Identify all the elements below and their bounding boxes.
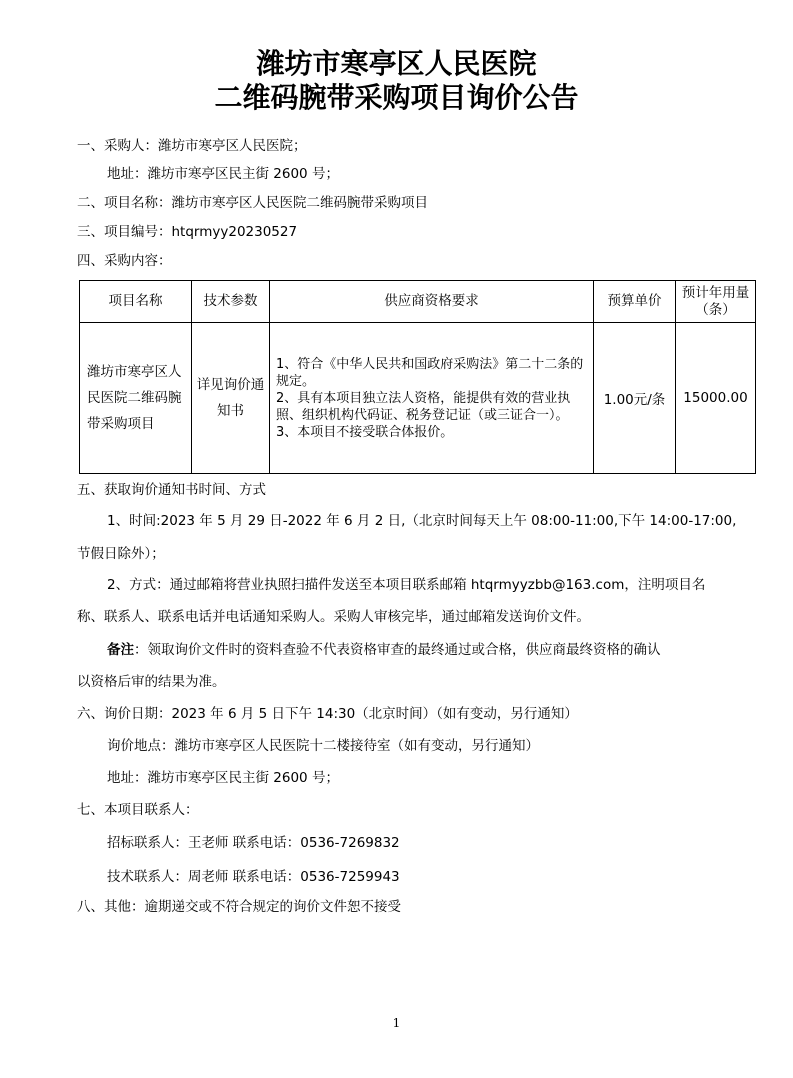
section-project-code: 三、项目编号：htqrmyy20230527 bbox=[77, 224, 298, 240]
section-purchaser: 一、采购人：潍坊市寒亭区人民医院； bbox=[77, 138, 307, 154]
req-item-1: 1、符合《中华人民共和国政府采购法》第二十二条的规定。 bbox=[276, 356, 584, 389]
doc-title-line1: 潍坊市寒亭区人民医院 bbox=[256, 47, 537, 80]
obtain-time-line2: 节假日除外）； bbox=[77, 546, 165, 562]
section-inquiry-date: 六、询价日期：2023 年 6 月 5 日下午 14:30（北京时间）（如有变动，另行通知） bbox=[77, 706, 578, 722]
page-number: 1 bbox=[392, 1016, 401, 1030]
section-content: 四、采购内容： bbox=[77, 253, 172, 269]
cell-annual-qty: 15000.00 bbox=[676, 323, 756, 474]
obtain-time-line1: 1、时间:2023 年 5 月 29 日-2022 年 6 月 2 日,（北京时间每天上午 08:00-11:00,下午 14:00-17:00, bbox=[107, 513, 737, 529]
note-line2: 以资格后审的结果为准。 bbox=[77, 674, 226, 690]
bid-contact: 招标联系人：王老师 联系电话：0536-7269832 bbox=[107, 835, 400, 851]
section-obtain-notice: 五、获取询价通知书时间、方式 bbox=[77, 482, 266, 498]
cell-tech-params: 详见询价通知书 bbox=[192, 323, 270, 474]
table-header-row bbox=[80, 281, 756, 323]
doc-title-line2: 二维码腕带采购项目询价公告 bbox=[214, 81, 579, 114]
req-item-2: 2、具有本项目独立法人资格，能提供有效的营业执照、组织机构代码证、税务登记证（或三证合一）。 bbox=[276, 390, 571, 423]
cell-supplier-req bbox=[270, 323, 594, 474]
procurement-table bbox=[79, 280, 756, 474]
req-item-3: 3、本项目不接受联合体报价。 bbox=[276, 424, 454, 440]
header-budget-price: 预算单价 bbox=[594, 281, 676, 323]
purchaser-address: 地址：潍坊市寒亭区民主街 2600 号； bbox=[107, 166, 339, 182]
table-row bbox=[80, 323, 756, 474]
header-annual-qty: 预计年用量（条） bbox=[676, 281, 756, 323]
obtain-method-line2: 称、联系人、联系电话并电话通知采购人。采购人审核完毕，通过邮箱发送询价文件。 bbox=[77, 609, 590, 625]
note-line1 bbox=[107, 641, 661, 659]
section-contacts: 七、本项目联系人： bbox=[77, 802, 199, 818]
cell-budget-price: 1.00元/条 bbox=[594, 323, 676, 474]
inquiry-address: 地址：潍坊市寒亭区民主街 2600 号； bbox=[107, 770, 339, 786]
section-other: 八、其他：逾期递交或不符合规定的询价文件恕不接受 bbox=[77, 899, 401, 915]
inquiry-place: 询价地点：潍坊市寒亭区人民医院十二楼接待室（如有变动，另行通知） bbox=[107, 738, 539, 754]
note-text: ：领取询价文件时的资料查验不代表资格审查的最终通过或合格，供应商最终资格的确认 bbox=[134, 642, 661, 658]
header-tech-params: 技术参数 bbox=[192, 281, 270, 323]
header-supplier-req: 供应商资格要求 bbox=[270, 281, 594, 323]
section-project-name: 二、项目名称：潍坊市寒亭区人民医院二维码腕带采购项目 bbox=[77, 195, 428, 211]
note-label: 备注 bbox=[107, 642, 134, 658]
obtain-method-line1: 2、方式：通过邮箱将营业执照扫描件发送至本项目联系邮箱 htqrmyyzbb@163.com，注明项目名 bbox=[107, 577, 706, 593]
header-item-name: 项目名称 bbox=[80, 281, 192, 323]
cell-item-name: 潍坊市寒亭区人民医院二维码腕带采购项目 bbox=[80, 323, 192, 474]
tech-contact: 技术联系人：周老师 联系电话：0536-7259943 bbox=[107, 869, 400, 885]
